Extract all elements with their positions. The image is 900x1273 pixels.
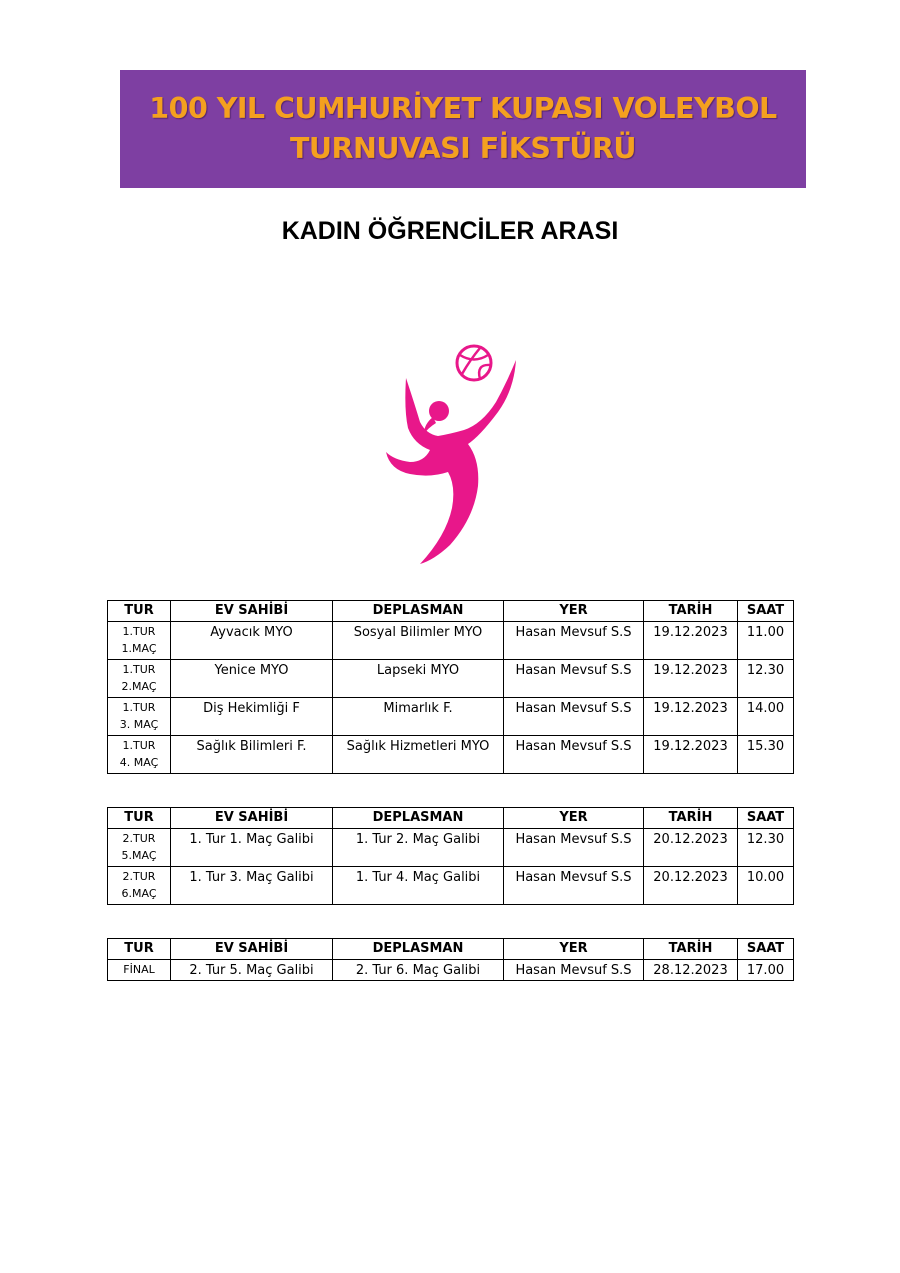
cell-ev-sahibi: Ayvacık MYO <box>171 622 333 660</box>
cell-ev-sahibi: Diş Hekimliği F <box>171 698 333 736</box>
table-row <box>108 960 794 981</box>
cell-yer: Hasan Mevsuf S.S <box>504 829 644 867</box>
header-saat: SAAT <box>738 939 794 960</box>
header-yer: YER <box>504 808 644 829</box>
cell-saat: 15.30 <box>738 736 794 774</box>
cell-saat: 12.30 <box>738 660 794 698</box>
match-label: 1.MAÇ <box>121 642 157 655</box>
cell-yer: Hasan Mevsuf S.S <box>504 698 644 736</box>
cell-tur <box>108 829 171 867</box>
cell-tarih: 19.12.2023 <box>644 622 738 660</box>
cell-saat: 10.00 <box>738 867 794 905</box>
header-deplasman: DEPLASMAN <box>333 939 504 960</box>
table-row <box>108 829 794 867</box>
cell-tarih: 20.12.2023 <box>644 829 738 867</box>
cell-deplasman: Sosyal Bilimler MYO <box>333 622 504 660</box>
header-tur: TUR <box>108 939 171 960</box>
fixture-table-round-2 <box>107 807 794 905</box>
cell-yer: Hasan Mevsuf S.S <box>504 867 644 905</box>
header-saat: SAAT <box>738 601 794 622</box>
match-label: 3. MAÇ <box>119 718 159 731</box>
cell-ev-sahibi: 1. Tur 1. Maç Galibi <box>171 829 333 867</box>
cell-deplasman: Sağlık Hizmetleri MYO <box>333 736 504 774</box>
header-ev-sahibi: EV SAHİBİ <box>171 808 333 829</box>
title-banner <box>120 70 806 188</box>
cell-deplasman: 2. Tur 6. Maç Galibi <box>333 960 504 981</box>
cell-saat: 11.00 <box>738 622 794 660</box>
match-label: 4. MAÇ <box>119 756 159 769</box>
title-line-2: TURNUVASI FİKSTÜRÜ <box>289 132 637 165</box>
cell-tur: FİNAL <box>108 960 171 981</box>
header-ev-sahibi: EV SAHİBİ <box>171 601 333 622</box>
table-header-row <box>108 601 794 622</box>
header-deplasman: DEPLASMAN <box>333 601 504 622</box>
cell-ev-sahibi: 1. Tur 3. Maç Galibi <box>171 867 333 905</box>
tur-label: 1.TUR <box>122 663 156 676</box>
header-deplasman: DEPLASMAN <box>333 808 504 829</box>
title-line-1: 100 YIL CUMHURİYET KUPASI VOLEYBOL <box>149 92 777 125</box>
cell-ev-sahibi: 2. Tur 5. Maç Galibi <box>171 960 333 981</box>
cell-tur <box>108 736 171 774</box>
tur-label: 1.TUR <box>122 701 156 714</box>
cell-yer: Hasan Mevsuf S.S <box>504 736 644 774</box>
cell-ev-sahibi: Yenice MYO <box>171 660 333 698</box>
cell-deplasman: 1. Tur 4. Maç Galibi <box>333 867 504 905</box>
header-ev-sahibi: EV SAHİBİ <box>171 939 333 960</box>
cell-saat: 17.00 <box>738 960 794 981</box>
table-header-row <box>108 939 794 960</box>
header-tarih: TARİH <box>644 808 738 829</box>
cell-tarih: 19.12.2023 <box>644 698 738 736</box>
tur-label: 2.TUR <box>122 870 156 883</box>
tur-label: 1.TUR <box>122 625 156 638</box>
cell-tarih: 20.12.2023 <box>644 867 738 905</box>
table-row <box>108 867 794 905</box>
table-row <box>108 736 794 774</box>
cell-tur <box>108 622 171 660</box>
header-tur: TUR <box>108 601 171 622</box>
header-tarih: TARİH <box>644 939 738 960</box>
cell-tur <box>108 867 171 905</box>
tur-label: 1.TUR <box>122 739 156 752</box>
cell-tur <box>108 660 171 698</box>
match-label: 2.MAÇ <box>121 680 157 693</box>
cell-tarih: 19.12.2023 <box>644 660 738 698</box>
cell-yer: Hasan Mevsuf S.S <box>504 960 644 981</box>
table-row <box>108 660 794 698</box>
cell-ev-sahibi: Sağlık Bilimleri F. <box>171 736 333 774</box>
table-row <box>108 622 794 660</box>
cell-tur <box>108 698 171 736</box>
table-header-row <box>108 808 794 829</box>
page-subtitle: KADIN ÖĞRENCİLER ARASI <box>281 217 619 245</box>
cell-saat: 12.30 <box>738 829 794 867</box>
cell-tarih: 28.12.2023 <box>644 960 738 981</box>
header-tarih: TARİH <box>644 601 738 622</box>
header-yer: YER <box>504 601 644 622</box>
match-label: 5.MAÇ <box>121 849 157 862</box>
fixture-table-final <box>107 938 794 981</box>
tur-label: 2.TUR <box>122 832 156 845</box>
cell-yer: Hasan Mevsuf S.S <box>504 660 644 698</box>
header-yer: YER <box>504 939 644 960</box>
match-label: 6.MAÇ <box>121 887 157 900</box>
cell-deplasman: 1. Tur 2. Maç Galibi <box>333 829 504 867</box>
cell-deplasman: Mimarlık F. <box>333 698 504 736</box>
header-tur: TUR <box>108 808 171 829</box>
volleyball-icon <box>457 346 491 380</box>
cell-tarih: 19.12.2023 <box>644 736 738 774</box>
cell-saat: 14.00 <box>738 698 794 736</box>
volleyball-player-icon <box>380 340 530 565</box>
cell-yer: Hasan Mevsuf S.S <box>504 622 644 660</box>
table-row <box>108 698 794 736</box>
cell-deplasman: Lapseki MYO <box>333 660 504 698</box>
fixture-table-round-1 <box>107 600 794 774</box>
header-saat: SAAT <box>738 808 794 829</box>
